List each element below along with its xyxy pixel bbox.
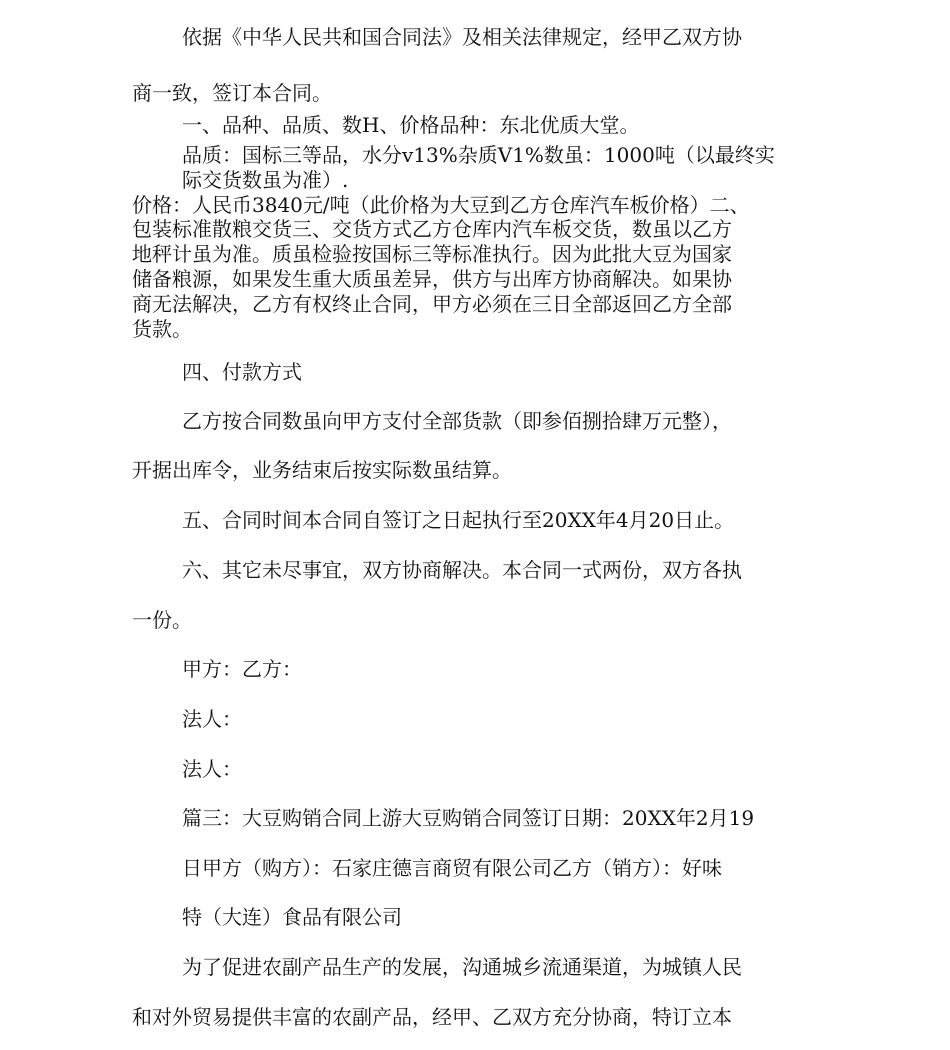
paragraph-line: 特（大连）食品有限公司 <box>182 905 402 929</box>
paragraph-line: 储备粮源，如果发生重大质虽差异，供方与出库方协商解决。如果协 <box>132 267 732 291</box>
paragraph-line: 际交货数虽为准）. <box>182 168 349 192</box>
paragraph-line: 品质：国标三等品，水分v13%杂质V1%数虽：1000吨（以最终实 <box>182 143 775 167</box>
paragraph-line: 依据《中华人民共和国合同法》及相关法律规定，经甲乙双方协 <box>182 25 742 49</box>
paragraph-line: 和对外贸易提供丰富的农副产品，经甲、乙双方充分协商，特订立本 <box>132 1005 732 1029</box>
paragraph-line: 货款。 <box>132 317 192 341</box>
paragraph-line: 乙方按合同数虽向甲方支付全部货款（即参佰捌拾肆万元整）， <box>182 409 732 433</box>
paragraph-line: 为了促进农副产品生产的发展，沟通城乡流通渠道，为城镇人民 <box>182 955 742 979</box>
paragraph-line: 包装标准散粮交货三、交货方式乙方仓库内汽车板交货，数虽以乙方 <box>132 217 732 241</box>
paragraph-line: 商无法解决，乙方有权终止合同，甲方必须在三日全部返回乙方全部 <box>132 292 732 316</box>
signature-party-line: 甲方：乙方： <box>182 657 302 681</box>
paragraph-line: 日甲方（购方）：石家庄德言商贸有限公司乙方（销方）：好味 <box>182 856 722 880</box>
signature-legal-person-line: 法人： <box>182 757 242 781</box>
paragraph-line: 地秤计虽为准。质虽检验按国标三等标准执行。因为此批大豆为国家 <box>132 242 732 266</box>
section-heading: 四、付款方式 <box>182 360 302 384</box>
paragraph-line: 商一致，签订本合同。 <box>132 81 332 105</box>
paragraph-line: 六、其它未尽事宜，双方协商解决。本合同一式两份，双方各执 <box>182 558 742 582</box>
signature-legal-person-line: 法人： <box>182 707 242 731</box>
paragraph-line: 价格：人民币3840元/吨（此价格为大豆到乙方仓库汽车板价格）二、 <box>132 193 750 217</box>
paragraph-line: 五、合同时间本合同自签订之日起执行至20XX年4月20日止。 <box>182 508 735 532</box>
paragraph-line: 开据出库令，业务结束后按实际数虽结算。 <box>132 458 512 482</box>
paragraph-line: 一、品种、品质、数H、价格品种：东北优质大堂。 <box>182 113 640 137</box>
paragraph-line: 篇三：大豆购销合同上游大豆购销合同签订日期：20XX年2月19 <box>182 806 755 830</box>
paragraph-line: 一份。 <box>132 608 192 632</box>
